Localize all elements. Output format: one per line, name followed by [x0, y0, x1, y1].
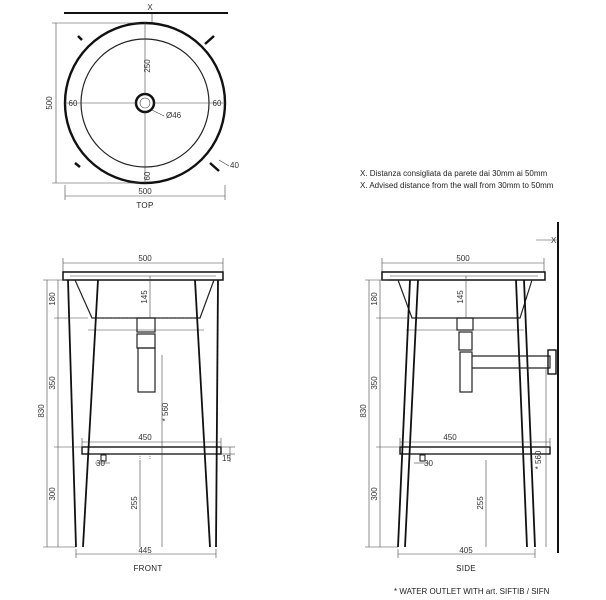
side-view: [359, 222, 558, 573]
front-leg-left-inner: [83, 280, 98, 547]
top-view: [45, 3, 239, 210]
footnote: * WATER OUTLET WITH art. SIFTIB / SIFN: [394, 587, 550, 596]
note-italian: X. Distanza consigliata da parete dai 30mm ai 50mm: [360, 169, 548, 178]
leg-tr: [205, 36, 214, 44]
front-dim-shelf-offset: 30: [96, 459, 105, 468]
side-dim-shelf-offset: 30: [424, 459, 433, 468]
dim-width: 500: [138, 187, 152, 196]
front-dim-total-height: 830: [37, 404, 46, 418]
side-dim-base-width: 405: [459, 546, 473, 555]
top-view-label: TOP: [136, 201, 154, 210]
front-dim-outlet-height: * 560: [161, 402, 170, 422]
front-dim-basin-height: 180: [48, 292, 57, 306]
drain-hole: [136, 94, 154, 112]
front-dim-base-width: 445: [138, 546, 152, 555]
front-dim-top-width: 500: [138, 254, 152, 263]
front-leg-right-outer: [216, 280, 218, 547]
front-shelf: [82, 447, 221, 454]
leg-tl: [78, 36, 82, 40]
side-dim-shelf-width: 450: [443, 433, 457, 442]
dim-right-offset: 60: [212, 99, 222, 108]
side-leg-left-inner: [405, 280, 418, 547]
dim-height: 500: [45, 96, 54, 110]
side-wall-marker-x: X: [551, 236, 557, 245]
front-dim-shelf-width: 450: [138, 433, 152, 442]
leg-br: [210, 163, 219, 171]
front-siphon: [138, 348, 155, 392]
side-siphon: [460, 352, 472, 392]
side-dim-outlet-height: * 560: [534, 450, 543, 470]
front-leg-left-outer: [68, 280, 76, 547]
note-english: X. Advised distance from the wall from 30mm to 50mm: [360, 181, 554, 190]
leg-bl: [75, 163, 80, 167]
side-view-label: SIDE: [456, 564, 476, 573]
side-dim-floor-to-shelf: 255: [476, 496, 485, 510]
front-dim-shelf-thickness: 15: [222, 454, 231, 463]
front-view-label: FRONT: [133, 564, 163, 573]
side-dim-lower-height: 300: [370, 487, 379, 501]
front-leg-right-inner: [195, 280, 210, 547]
front-view: [37, 254, 235, 573]
dim-drain-diameter: Ø46: [166, 111, 182, 120]
front-dim-floor-to-shelf: 255: [130, 496, 139, 510]
side-dim-top-width: 500: [456, 254, 470, 263]
side-dim-basin-height: 180: [370, 292, 379, 306]
front-dim-basin-depth: 145: [140, 290, 149, 304]
side-shelf: [400, 447, 550, 454]
dim-left-offset: 60: [68, 99, 78, 108]
side-dim-mid-height: 350: [370, 376, 379, 390]
side-dim-total-height: 830: [359, 404, 368, 418]
side-dim-basin-depth: 145: [456, 290, 465, 304]
dim-inner-depth: 250: [143, 59, 152, 73]
front-dim-lower-height: 300: [48, 487, 57, 501]
side-wall-flange: [548, 350, 556, 374]
side-leg-left-outer: [398, 280, 410, 547]
side-outlet-pipe: [472, 356, 550, 368]
dim-bottom-offset: 60: [143, 171, 152, 181]
dim-leg-offset: 40: [230, 161, 239, 170]
wall-marker-x: X: [147, 3, 153, 12]
front-dim-mid-height: 350: [48, 376, 57, 390]
